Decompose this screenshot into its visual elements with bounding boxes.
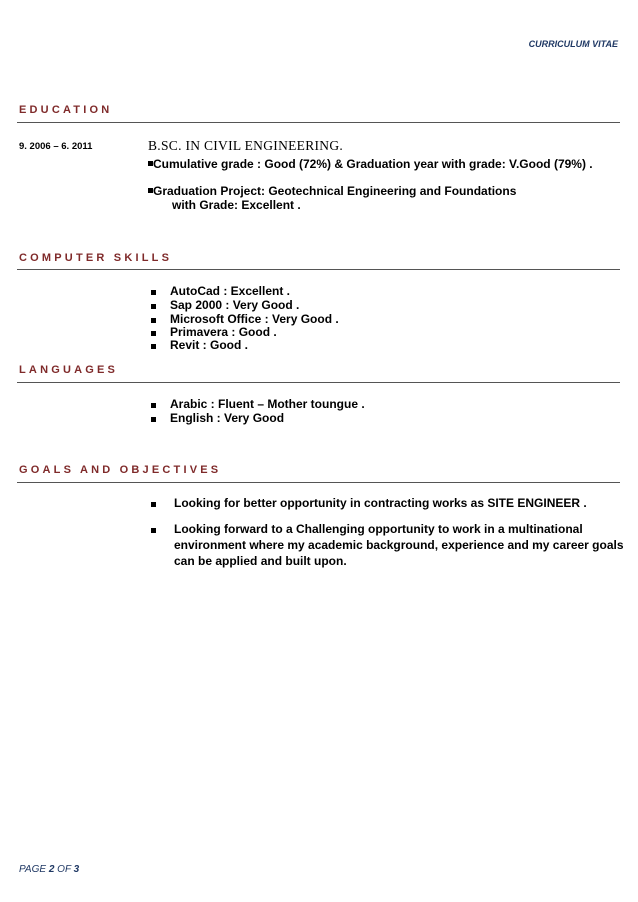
goal-item-continued: can be applied and built upon. [174, 554, 347, 568]
bullet-icon [151, 502, 156, 507]
skills-rule [17, 269, 620, 270]
page-label: PAGE [19, 864, 47, 875]
project-text: Graduation Project: Geotechnical Engineering and Foundations [153, 184, 517, 198]
education-heading: EDUCATION [19, 104, 113, 116]
language-item: Arabic : Fluent – Mother toungue . [170, 397, 365, 411]
bullet-icon [148, 188, 153, 193]
goals-heading: GOALS AND OBJECTIVES [19, 464, 222, 476]
bullet-icon [151, 344, 156, 349]
project-grade: with Grade: Excellent . [172, 198, 301, 212]
goals-rule [17, 482, 620, 483]
goal-item-continued: environment where my academic background, experience and my career goals [174, 538, 624, 552]
of-label: OF [57, 864, 71, 875]
page-number: 2 [48, 864, 55, 875]
language-item: English : Very Good [170, 411, 284, 425]
education-dates: 9. 2006 – 6. 2011 [19, 141, 93, 152]
skill-item: Sap 2000 : Very Good . [170, 298, 299, 312]
bullet-icon [151, 331, 156, 336]
goal-item: Looking forward to a Challenging opportunity to work in a multinational [174, 522, 583, 536]
document-title: CURRICULUM VITAE [528, 39, 618, 49]
grade-line [148, 157, 593, 171]
page-footer [19, 864, 79, 875]
bullet-icon [151, 318, 156, 323]
languages-rule [17, 382, 620, 383]
goal-item: Looking for better opportunity in contracting works as SITE ENGINEER . [174, 496, 587, 510]
bullet-icon [148, 161, 153, 166]
grade-text: Cumulative grade : Good (72%) & Graduation year with grade: V.Good (79%) . [153, 157, 593, 171]
bullet-icon [151, 528, 156, 533]
page-total: 3 [73, 864, 80, 875]
skill-item: Microsoft Office : Very Good . [170, 312, 339, 326]
bullet-icon [151, 417, 156, 422]
bullet-icon [151, 290, 156, 295]
languages-heading: LANGUAGES [19, 364, 119, 376]
skill-item: Primavera : Good . [170, 325, 277, 339]
bullet-icon [151, 403, 156, 408]
degree-title: B.SC. IN CIVIL ENGINEERING. [148, 138, 344, 153]
education-rule [17, 122, 620, 123]
skill-item: Revit : Good . [170, 338, 248, 352]
bullet-icon [151, 304, 156, 309]
skills-heading: COMPUTER SKILLS [19, 252, 173, 264]
project-line [148, 184, 516, 198]
skill-item: AutoCad : Excellent . [170, 284, 290, 298]
